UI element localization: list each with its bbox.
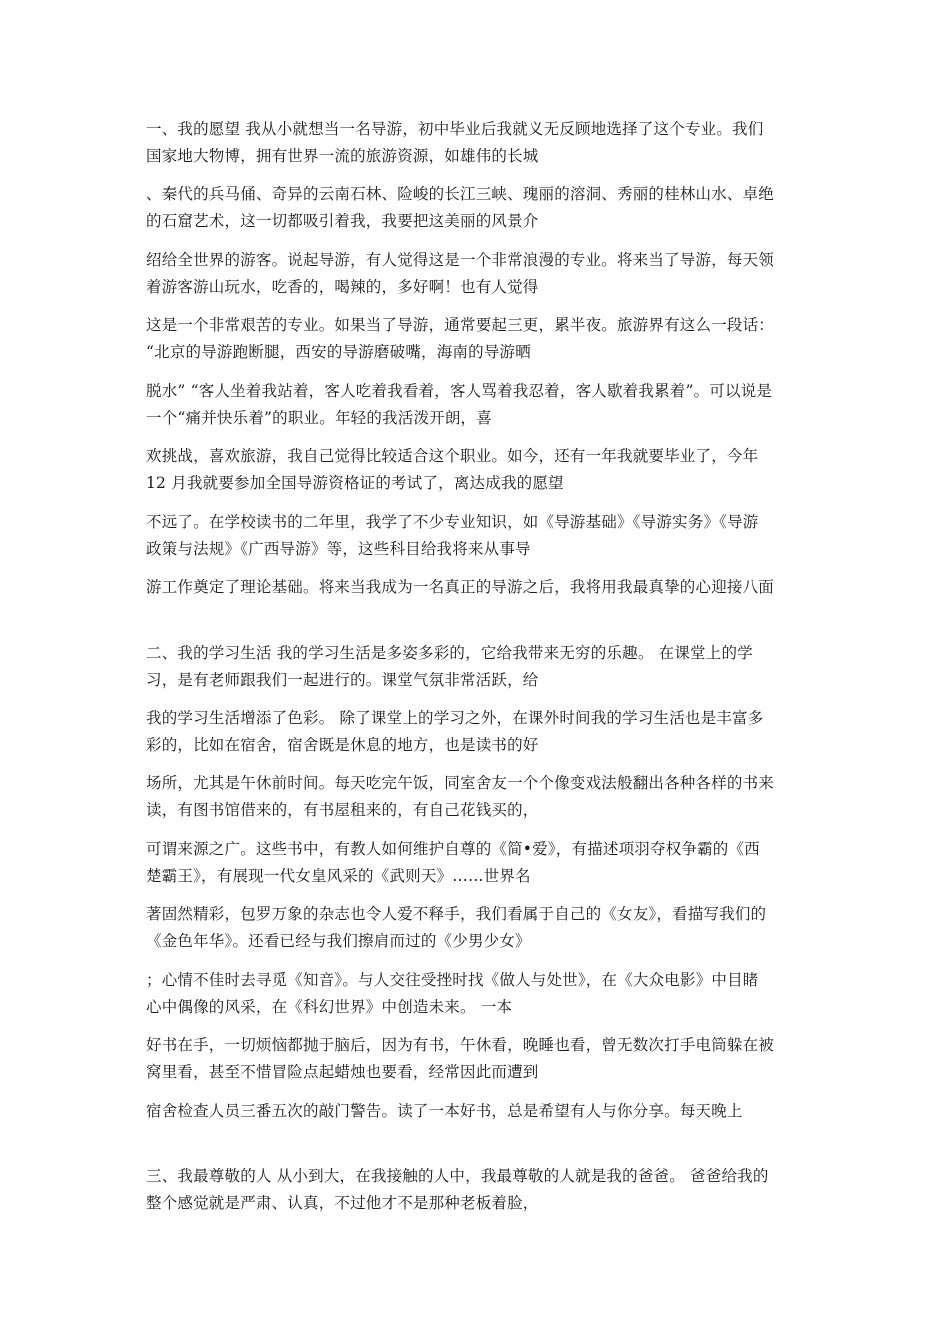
paragraph bbox=[146, 443, 814, 497]
text-line: 三、我最尊敬的人 从小到大，在我接触的人中，我最尊敬的人就是我的爸爸。 爸爸给我的 bbox=[146, 1167, 769, 1185]
text-line: 著固然精彩，包罗万象的杂志也令人爱不释手，我们看属于自己的《女友》，看描写我们的 bbox=[146, 905, 767, 923]
text-line: 窝里看，甚至不惜冒险点起蜡烛也要看，经常因此而遭到 bbox=[146, 1063, 539, 1081]
paragraph bbox=[146, 247, 814, 301]
text-line: 12 月我就要参加全国导游资格证的考试了，离达成我的愿望 bbox=[146, 474, 564, 492]
paragraph bbox=[146, 509, 814, 563]
text-line: 二、我的学习生活 我的学习生活是多姿多彩的，它给我带来无穷的乐趣。 在课堂上的学 bbox=[146, 644, 753, 662]
text-line: 脱水” “客人坐着我站着，客人吃着我看着，客人骂着我忍着，客人歇着我累着”。可以说是 bbox=[146, 382, 773, 400]
paragraph bbox=[146, 181, 814, 235]
text-line: 彩的，比如在宿舍，宿舍既是休息的地方，也是读书的好 bbox=[146, 736, 539, 754]
text-line: 国家地大物博，拥有世界一流的旅游资源，如雄伟的长城 bbox=[146, 147, 539, 165]
text-line: 《金色年华》。还看已经与我们擦肩而过的《少男少女》 bbox=[146, 932, 531, 950]
text-line: 政策与法规》《广西导游》等，这些科目给我将来从事导 bbox=[146, 540, 531, 558]
text-line: 着游客游山玩水，吃香的，喝辣的，多好啊！也有人觉得 bbox=[146, 278, 539, 296]
paragraph bbox=[146, 836, 814, 890]
text-line: 不远了。在学校读书的二年里，我学了不少专业知识，如《导游基础》《导游实务》《导游 bbox=[146, 513, 759, 531]
text-line: ；心情不佳时去寻觅《知音》。与人交往受挫时找《做人与处世》，在《大众电影》中目睹 bbox=[146, 971, 759, 989]
text-line: 读，有图书馆借来的，有书屋租来的，有自己花钱买的， bbox=[146, 801, 539, 819]
paragraph bbox=[146, 378, 814, 432]
text-line: 游工作奠定了理论基础。将来当我成为一名真正的导游之后，我将用我最真挚的心迎接八面 bbox=[146, 578, 775, 596]
text-line: 宿舍检查人员三番五次的敲门警告。读了一本好书，总是希望有人与你分享。每天晚上 bbox=[146, 1102, 743, 1120]
text-line: 场所，尤其是午休前时间。每天吃完午饭，同室舍友一个个像变戏法般翻出各种各样的书来 bbox=[146, 774, 775, 792]
paragraph bbox=[146, 705, 814, 759]
paragraph bbox=[146, 116, 814, 170]
paragraph bbox=[146, 640, 814, 694]
text-line: 整个感觉就是严肃、认真，不过他才不是那种老板着脸， bbox=[146, 1194, 539, 1212]
text-line: 好书在手，一切烦恼都抛于脑后，因为有书，午休看，晚睡也看，曾无数次打手电筒躲在被 bbox=[146, 1036, 775, 1054]
paragraph bbox=[146, 1163, 814, 1217]
text-line: 欢挑战，喜欢旅游，我自己觉得比较适合这个职业。如今，还有一年我就要毕业了，今年 bbox=[146, 447, 759, 465]
paragraph bbox=[146, 901, 814, 955]
paragraph bbox=[146, 1032, 814, 1086]
text-line: 一个“痛并快乐着”的职业。年轻的我活泼开朗，喜 bbox=[146, 409, 492, 427]
text-line: 可谓来源之广。这些书中，有教人如何维护自尊的《简•爱》，有描述项羽夺权争霸的《西 bbox=[146, 840, 760, 858]
paragraph bbox=[146, 574, 814, 601]
text-line: 这是一个非常艰苦的专业。如果当了导游，通常要起三更，累半夜。旅游界有这么一段话： bbox=[146, 316, 775, 334]
paragraph bbox=[146, 967, 814, 1021]
text-line: 一、我的愿望 我从小就想当一名导游，初中毕业后我就义无反顾地选择了这个专业。我们 bbox=[146, 120, 764, 138]
text-line: 的石窟艺术，这一切都吸引着我，我要把这美丽的风景介 bbox=[146, 212, 539, 230]
paragraph bbox=[146, 1098, 814, 1125]
text-line: 我的学习生活增添了色彩。 除了课堂上的学习之外，在课外时间我的学习生活也是丰富多 bbox=[146, 709, 764, 727]
paragraph bbox=[146, 312, 814, 366]
paragraph bbox=[146, 770, 814, 824]
text-line: 楚霸王》，有展现一代女皇风采的《武则天》……世界名 bbox=[146, 867, 531, 885]
text-line: 、秦代的兵马俑、奇异的云南石林、险峻的长江三峡、瑰丽的溶洞、秀丽的桂林山水、卓绝 bbox=[146, 185, 775, 203]
text-line: 绍给全世界的游客。说起导游，有人觉得这是一个非常浪漫的专业。将来当了导游，每天领 bbox=[146, 251, 775, 269]
text-line: 心中偶像的风采，在《科幻世界》中创造未来。 一本 bbox=[146, 998, 513, 1016]
text-line: “北京的导游跑断腿，西安的导游磨破嘴，海南的导游晒 bbox=[146, 343, 531, 361]
text-line: 习，是有老师跟我们一起进行的。课堂气氛非常活跃，给 bbox=[146, 671, 539, 689]
